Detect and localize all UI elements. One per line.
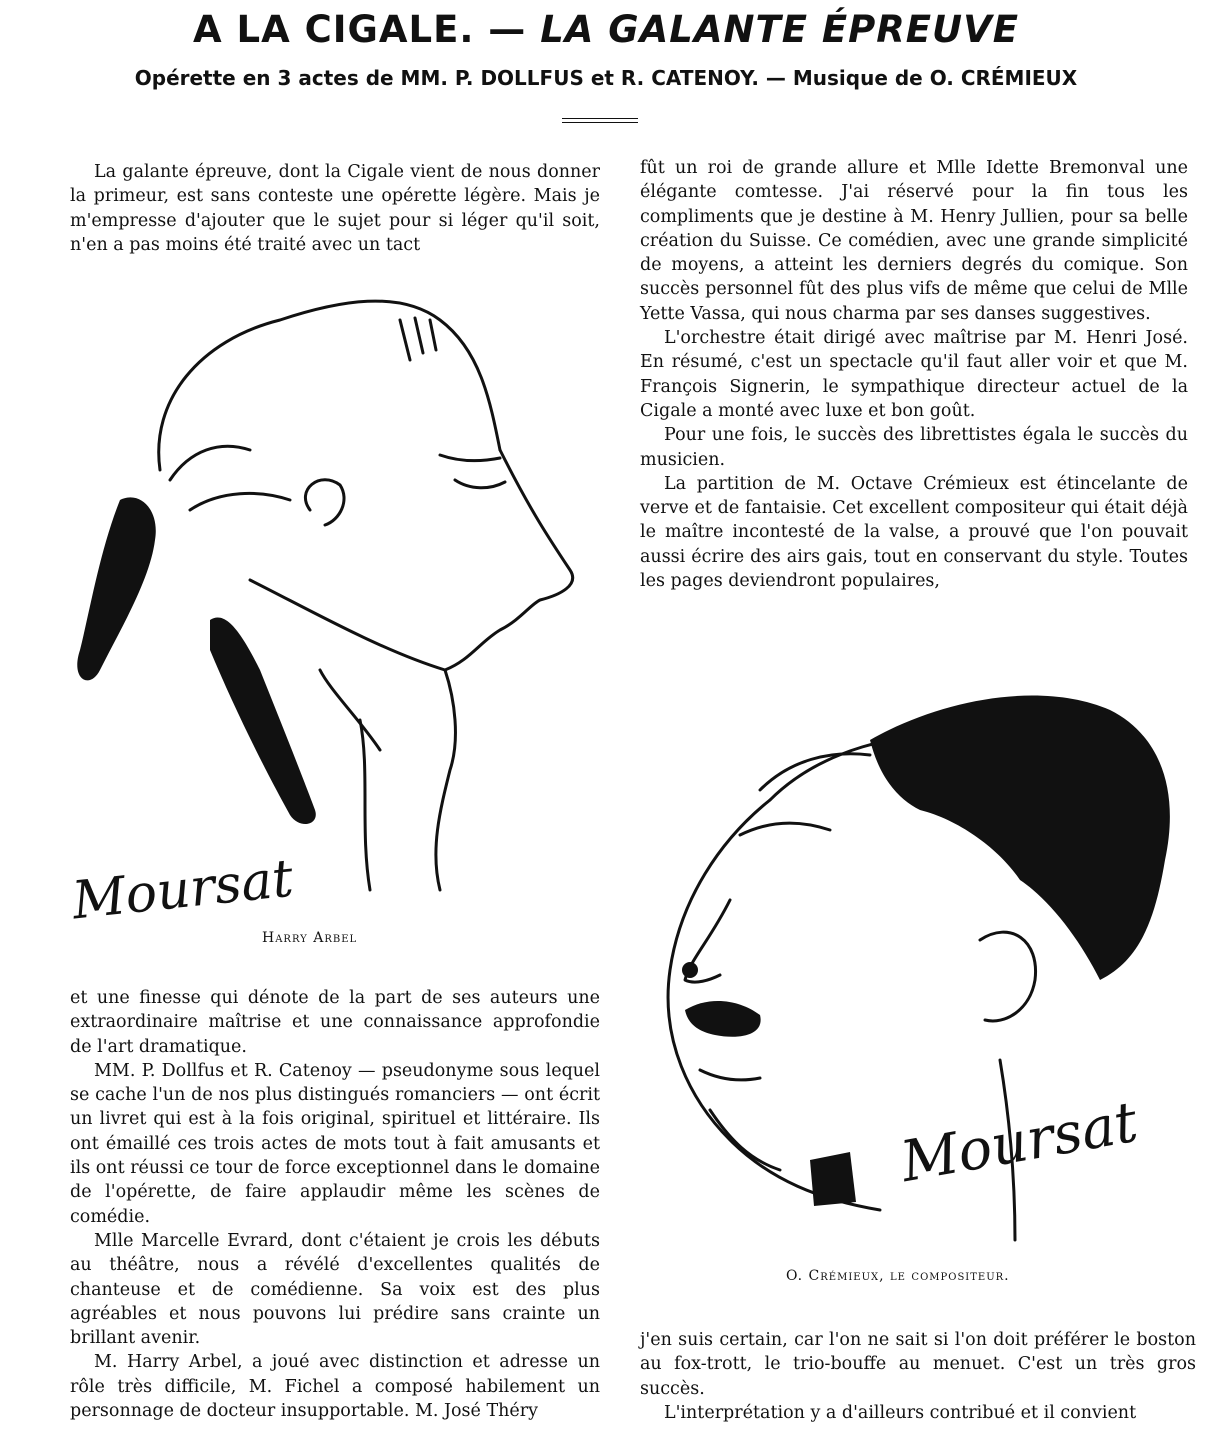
title-play: LA GALANTE ÉPREUVE: [540, 8, 1019, 51]
paragraph: Mlle Marcelle Evrard, dont c'étaient je crois les débuts au théâtre, nous a révélé d'excellentes qualités de chanteuse et de comédienne. Sa voix est des plus agréables et nous pouvons lui prédire sans crainte un brillant avenir.: [70, 1230, 600, 1349]
paragraph: Pour une fois, le succès des librettistes égala le succès du musicien.: [640, 425, 1188, 470]
caption-harry-arbel: Harry Arbel: [262, 930, 358, 946]
paragraph: MM. P. Dollfus et R. Catenoy — pseudonyme sous lequel se cache l'un de nos plus distingués romanciers — ont écrit un livret qui est à la fois original, spirituel et littéraire. Ils ont émaillé ces trois actes de mots tout à fait amusants et ils ont réussi ce tour de force exceptionnel dans le domaine de l'opérette, de faire applaudir même les scènes de comédie.: [70, 1060, 600, 1227]
title-venue: A LA CIGALE. —: [192, 8, 527, 51]
column-right-top: [640, 156, 1188, 593]
article-subtitle: Opérette en 3 actes de MM. P. DOLLFUS et R. CATENOY. — Musique de O. CRÉMIEUX: [134, 66, 1078, 90]
article-title: [0, 8, 1212, 51]
paragraph: L'interprétation y a d'ailleurs contribué et il convient: [664, 1402, 1137, 1423]
column-left-bottom: [70, 986, 600, 1423]
column-right-bottom: [640, 1328, 1196, 1425]
caricature-cremieux-image: [620, 640, 1180, 1260]
column-left-top: [70, 160, 600, 257]
paragraph: et une finesse qui dénote de la part de ses auteurs une extraordinaire maîtrise et une connaissance approfondie de l'art dramatique.: [70, 988, 600, 1057]
paragraph: j'en suis certain, car l'on ne sait si l'on doit préférer le boston au fox-trott, le trio-bouffe au menuet. C'est un très gros succès.: [640, 1330, 1196, 1399]
paragraph: L'orchestre était dirigé avec maîtrise par M. Henri José. En résumé, c'est un spectacle qu'il faut aller voir et que M. François Signerin, le sympathique directeur actuel de la Cigale a monté avec luxe et bon goût.: [640, 328, 1188, 421]
caricature-harry-arbel-image: [60, 250, 620, 920]
caption-cremieux: O. Crémieux, le compositeur.: [786, 1268, 1010, 1284]
paragraph: La galante épreuve, dont la Cigale vient de nous donner la primeur, est sans conteste une opérette légère. Mais je m'empresse d'ajouter que le sujet pour si léger qu'il soit, n'en a pas moins été traité avec un tact: [70, 162, 600, 255]
paragraph: La partition de M. Octave Crémieux est étincelante de verve et de fantaisie. Cet excellent compositeur qui était déjà le maître incontesté de la valse, a prouvé que l'on pouvait aussi écrire des airs gais, tout en conservant du style. Toutes les pages deviendront populaires,: [640, 473, 1188, 592]
signature-2: Moursat: [896, 1089, 1143, 1196]
paragraph: M. Harry Arbel, a joué avec distinction et adresse un rôle très difficile, M. Fichel a composé habilement un personnage de docteur insupportable. M. José Théry: [70, 1352, 600, 1422]
signature-1: Moursat: [69, 848, 297, 932]
paragraph: fût un roi de grande allure et Mlle Idette Bremonval une élégante comtesse. J'ai réservé pour la fin tous les compliments que je destine à M. Henry Jullien, pour sa belle création du Suisse. Ce comédien, avec une grande simplicité de moyens, a atteint les derniers degrés du comique. Son succès personnel fût des plus vifs de même que celui de Mlle Yette Vassa, qui nous charma par ses danses suggestives.: [640, 158, 1188, 324]
title-rule: [562, 118, 638, 123]
